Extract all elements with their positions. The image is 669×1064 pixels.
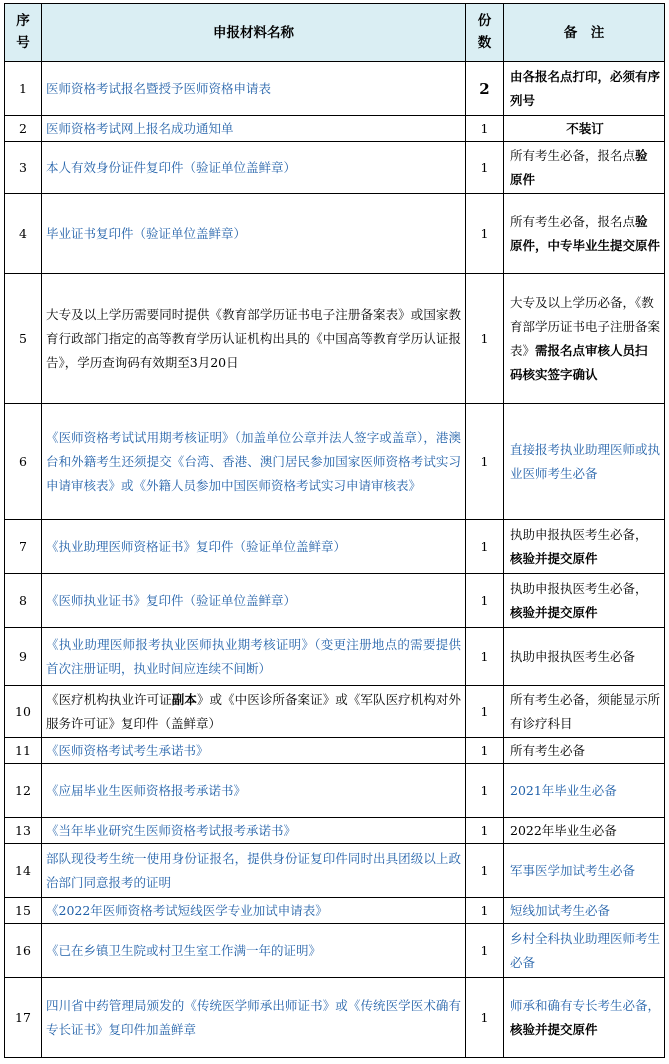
row-note: 乡村全科执业助理医师考生必备 — [504, 924, 665, 978]
row-note-emphasis: 核验并提交原件 — [510, 550, 598, 566]
table-row — [5, 924, 665, 978]
table-row — [5, 686, 665, 738]
row-note-text: 执助申报执医考生必备， — [510, 580, 648, 596]
row-no: 8 — [5, 574, 42, 628]
header-no: 序号 — [5, 4, 42, 62]
row-note-text: 所有考生必备，报名点 — [510, 213, 636, 229]
row-count: 1 — [466, 764, 504, 818]
row-name: 毕业证书复印件（验证单位盖鲜章） — [42, 194, 466, 274]
row-name: 《执业助理医师资格证书》复印件（验证单位盖鲜章） — [42, 520, 466, 574]
row-note — [504, 738, 665, 764]
table-row — [5, 738, 665, 764]
row-name-text: 》或《中医诊所备案证》或《军队医疗机构对外服务许可证》复印件（盖鲜章） — [46, 691, 461, 731]
row-no: 9 — [5, 628, 42, 686]
row-count: 1 — [466, 924, 504, 978]
table-row — [5, 764, 665, 818]
row-count: 1 — [466, 574, 504, 628]
row-name: 四川省中药管理局颁发的《传统医学师承出师证书》或《传统医学医术确有专长证书》复印件加盖鲜章 — [42, 978, 466, 1058]
row-count: 1 — [466, 116, 504, 142]
row-note-text: 由各报名点打印，必须有序列号 — [510, 68, 661, 108]
row-no: 12 — [5, 764, 42, 818]
header-name: 申报材料名称 — [42, 4, 466, 62]
row-no: 13 — [5, 818, 42, 844]
row-note-text: 不装订 — [566, 120, 604, 136]
table-row — [5, 574, 665, 628]
row-count: 1 — [466, 404, 504, 520]
table-row — [5, 628, 665, 686]
row-note-text: 执助申报执医考生必备 — [510, 648, 636, 664]
row-note — [504, 574, 665, 628]
row-note — [504, 274, 665, 404]
row-note-text: 所有考生必备，须能显示所有诊疗科目 — [510, 691, 661, 731]
row-note-text: 执助申报执医考生必备， — [510, 526, 648, 542]
row-count: 2 — [466, 62, 504, 116]
row-no: 17 — [5, 978, 42, 1058]
row-count: 1 — [466, 194, 504, 274]
row-name-text: 《医疗机构执业许可证 — [46, 691, 172, 707]
row-note-emphasis: 核验并提交原件 — [510, 1021, 598, 1037]
row-name: 《2022年医师资格考试短线医学专业加试申请表》 — [42, 898, 466, 924]
header-row — [5, 4, 665, 62]
row-count: 1 — [466, 818, 504, 844]
row-note — [504, 686, 665, 738]
table-row — [5, 520, 665, 574]
row-count: 1 — [466, 142, 504, 194]
row-note-text: 大专及以上学历必备，《教育部学历证书电子注册备案表》 — [510, 294, 661, 358]
row-no: 14 — [5, 844, 42, 898]
row-note — [504, 62, 665, 116]
row-name: 《医师执业证书》复印件（验证单位盖鲜章） — [42, 574, 466, 628]
row-note: 短线加试考生必备 — [504, 898, 665, 924]
row-no: 1 — [5, 62, 42, 116]
row-note-emphasis: 核验并提交原件 — [510, 604, 598, 620]
row-note-text: 所有考生必备，报名点 — [510, 147, 636, 163]
row-note — [504, 818, 665, 844]
row-name: 《已在乡镇卫生院或村卫生室工作满一年的证明》 — [42, 924, 466, 978]
row-name-text: 大专及以上学历需要同时提供《教育部学历证书电子注册备案表》或国家教育行政部门指定的高等教育学历认证机构出具的《中国高等教育学历认证报告》，学历查询码有效期至3月20日 — [46, 306, 461, 370]
row-note — [504, 194, 665, 274]
row-note-emphasis: 验原件，中专毕业生提交原件 — [510, 213, 661, 253]
row-name: 《应届毕业生医师资格报考承诺书》 — [42, 764, 466, 818]
row-note — [504, 142, 665, 194]
row-note: 直接报考执业助理医师或执业医师考生必备 — [504, 404, 665, 520]
table-row — [5, 194, 665, 274]
row-name: 《医师资格考试考生承诺书》 — [42, 738, 466, 764]
row-note: 军事医学加试考生必备 — [504, 844, 665, 898]
row-count: 1 — [466, 898, 504, 924]
table-row — [5, 818, 665, 844]
row-count: 1 — [466, 628, 504, 686]
row-no: 4 — [5, 194, 42, 274]
row-no: 6 — [5, 404, 42, 520]
table-row — [5, 404, 665, 520]
row-name: 《医师资格考试试用期考核证明》（加盖单位公章并法人签字或盖章），港澳台和外籍考生还须提交《台湾、香港、澳门居民参加国家医师资格考试实习申请审核表》或《外籍人员参加中国医师资格考试实习申请审核表》 — [42, 404, 466, 520]
row-no: 2 — [5, 116, 42, 142]
row-count: 1 — [466, 686, 504, 738]
table-row — [5, 62, 665, 116]
table-row — [5, 978, 665, 1058]
row-name: 《执业助理医师报考执业医师执业期考核证明》（变更注册地点的需要提供首次注册证明，执业时间应连续不间断） — [42, 628, 466, 686]
row-count: 1 — [466, 520, 504, 574]
table-row — [5, 116, 665, 142]
row-name: 本人有效身份证件复印件（验证单位盖鲜章） — [42, 142, 466, 194]
row-name — [42, 686, 466, 738]
row-name — [42, 274, 466, 404]
row-no: 15 — [5, 898, 42, 924]
row-name: 医师资格考试报名暨授予医师资格申请表 — [42, 62, 466, 116]
row-no: 7 — [5, 520, 42, 574]
header-note: 备 注 — [504, 4, 665, 62]
table-row — [5, 142, 665, 194]
row-note: 2021年毕业生必备 — [504, 764, 665, 818]
row-no: 5 — [5, 274, 42, 404]
row-note-text: 师承和确有专长考生必备， — [510, 997, 661, 1013]
row-no: 10 — [5, 686, 42, 738]
row-name: 《当年毕业研究生医师资格考试报考承诺书》 — [42, 818, 466, 844]
row-no: 3 — [5, 142, 42, 194]
row-note-text: 所有考生必备 — [510, 742, 586, 758]
row-count: 1 — [466, 274, 504, 404]
row-count: 1 — [466, 978, 504, 1058]
header-count: 份数 — [466, 4, 504, 62]
table-row — [5, 274, 665, 404]
row-note — [504, 628, 665, 686]
row-note-text: 2022年毕业生必备 — [510, 822, 617, 838]
row-note-emphasis: 验原件 — [510, 147, 648, 187]
row-name: 医师资格考试网上报名成功通知单 — [42, 116, 466, 142]
materials-table — [4, 3, 665, 1058]
row-name: 部队现役考生统一使用身份证报名，提供身份证复印件同时出具团级以上政治部门同意报考的证明 — [42, 844, 466, 898]
row-no: 11 — [5, 738, 42, 764]
row-note-emphasis: 需报名点审核人员扫码核实签字确认 — [510, 342, 648, 382]
row-no: 16 — [5, 924, 42, 978]
row-note — [504, 978, 665, 1058]
table-row — [5, 844, 665, 898]
table-row — [5, 898, 665, 924]
row-count: 1 — [466, 738, 504, 764]
row-note — [504, 116, 665, 142]
row-count: 1 — [466, 844, 504, 898]
row-name-emphasis: 副本 — [171, 691, 197, 707]
materials-table-wrapper — [4, 3, 664, 1058]
row-note — [504, 520, 665, 574]
